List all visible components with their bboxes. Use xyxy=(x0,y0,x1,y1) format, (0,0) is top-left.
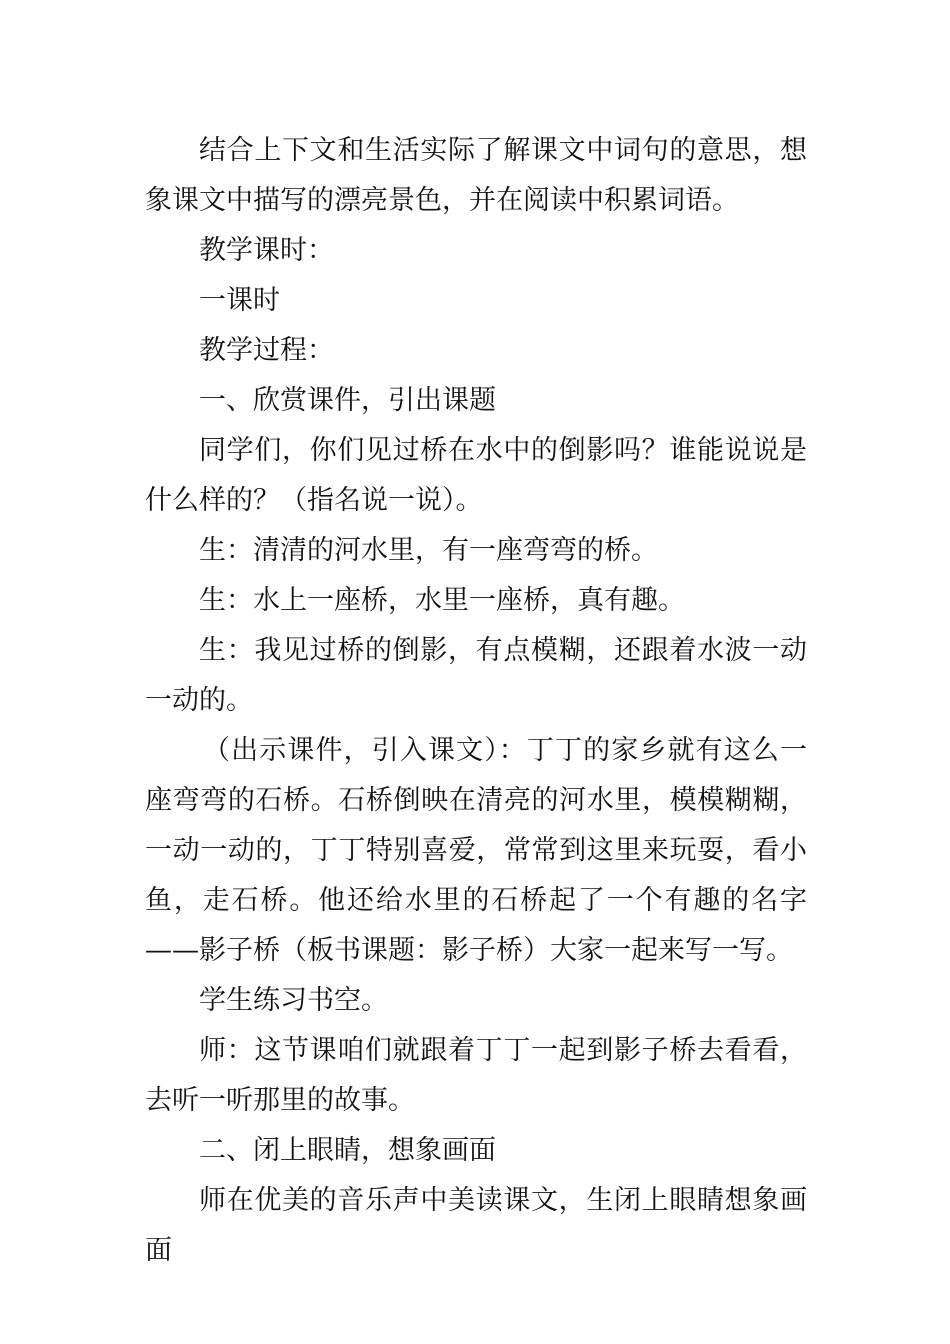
paragraph-courseware-intro: （出示课件，引入课文）：丁丁的家乡就有这么一座弯弯的石桥。石桥倒映在清亮的河水里，模模糊糊，一动一动的，丁丁特别喜爱，常常到这里来玩耍，看小鱼，走石桥。他还给水里的石桥起了一个有趣的名字——影子桥（板书课题：影子桥）大家一起来写一写。 xyxy=(145,735,807,966)
paragraph-process-label: 教学过程： xyxy=(199,335,334,366)
paragraph-student-answer-2: 生：水上一座桥，水里一座桥，真有趣。 xyxy=(199,585,685,616)
document-body xyxy=(145,126,807,1276)
paragraph-teacher-question: 同学们，你们见过桥在水中的倒影吗？谁能说说是什么样的？（指名说一说）。 xyxy=(145,435,807,516)
section-heading-1: 一、欣赏课件，引出课题 xyxy=(199,385,496,416)
paragraph-student-answer-3: 生：我见过桥的倒影，有点模糊，还跟着水波一动一动的。 xyxy=(145,635,807,716)
paragraph-objective: 结合上下文和生活实际了解课文中词句的意思，想象课文中描写的漂亮景色，并在阅读中积累词语。 xyxy=(145,135,807,216)
paragraph-lesson-time: 一课时 xyxy=(199,285,280,316)
paragraph-student-answer-1: 生：清清的河水里，有一座弯弯的桥。 xyxy=(199,535,658,566)
paragraph-reading-activity: 师在优美的音乐声中美读课文，生闭上眼睛想象画面 xyxy=(145,1185,807,1266)
paragraph-lesson-time-label: 教学课时： xyxy=(199,235,334,266)
paragraph-student-practice: 学生练习书空。 xyxy=(199,985,388,1016)
section-heading-2: 二、闭上眼睛，想象画面 xyxy=(199,1135,496,1166)
paragraph-teacher-transition: 师：这节课咱们就跟着丁丁一起到影子桥去看看，去听一听那里的故事。 xyxy=(145,1035,807,1116)
